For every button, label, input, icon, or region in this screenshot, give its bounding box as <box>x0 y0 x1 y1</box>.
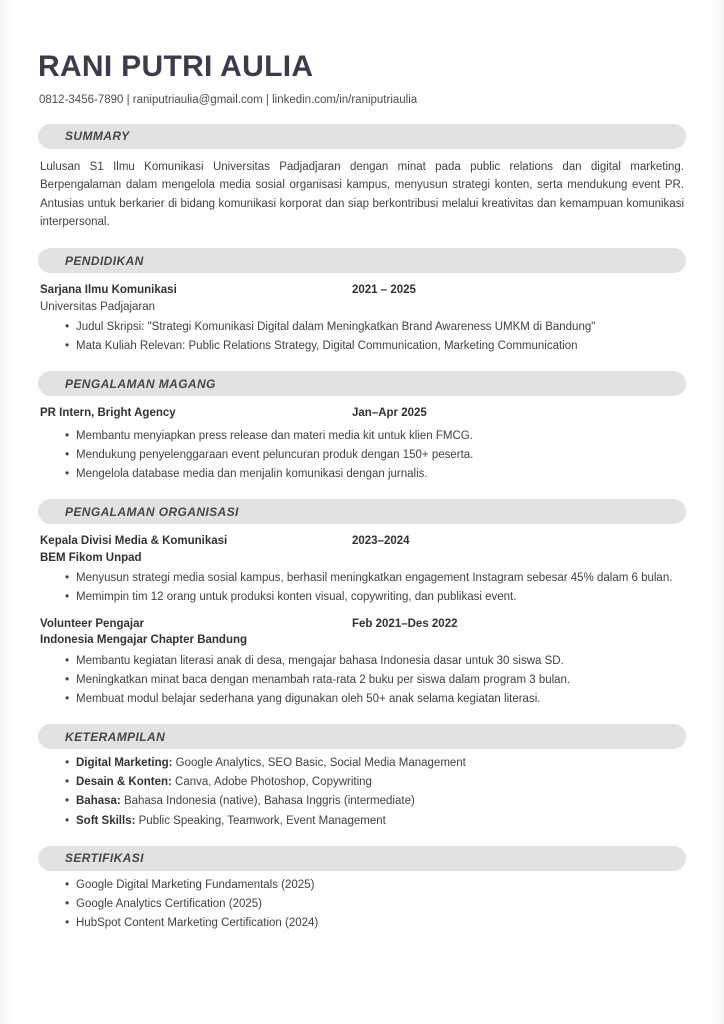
skill-value: Public Speaking, Teamwork, Event Management <box>135 814 386 827</box>
entry-role: PR Intern, Bright Agency <box>40 407 176 420</box>
skill-value: Google Analytics, SEO Basic, Social Media Management <box>172 757 466 770</box>
entry-bullet-list <box>40 427 684 483</box>
section-body-organization <box>38 533 686 708</box>
entry-date: 2021 – 2025 <box>352 284 416 297</box>
entry-header <box>40 533 684 550</box>
certification-list <box>40 876 684 932</box>
section-header-internship <box>38 371 686 396</box>
entry-bullet-list <box>40 652 684 708</box>
section-header-organization <box>38 499 686 524</box>
list-item: • Membantu menyiapkan press release dan materi media kit untuk klien FMCG. <box>65 427 684 445</box>
education-entry <box>40 282 684 355</box>
entry-date: Feb 2021–Des 2022 <box>352 617 458 630</box>
entry-organization: Universitas Padjajaran <box>40 300 156 313</box>
section-body-summary <box>38 158 686 233</box>
skill-label: Digital Marketing: <box>76 757 173 770</box>
section-body-education <box>38 282 686 355</box>
section-title-skills: KETERAMPILAN <box>65 729 166 744</box>
entry-organization: BEM Fikom Unpad <box>40 552 142 565</box>
list-item: • Google Digital Marketing Fundamentals (2025) <box>65 876 684 894</box>
list-item: • Mendukung penyelenggaraan event peluncuran produk dengan 150+ peserta. <box>65 446 684 464</box>
entry-role: Sarjana Ilmu Komunikasi <box>40 284 177 297</box>
section-body-certification <box>38 876 686 932</box>
list-item <box>65 792 684 810</box>
list-item <box>65 773 684 791</box>
skills-list <box>40 754 684 830</box>
section-title-organization: PENGALAMAN ORGANISASI <box>65 504 239 519</box>
candidate-name: RANI PUTRI AULIA <box>38 50 314 83</box>
section-header-summary <box>38 124 686 149</box>
list-item: • Google Analytics Certification (2025) <box>65 895 684 913</box>
section-header-skills <box>38 724 686 749</box>
section-body-skills <box>38 754 686 830</box>
entry-date: 2023–2024 <box>352 535 410 548</box>
skill-label: Desain & Konten: <box>76 776 172 789</box>
skill-value: Bahasa Indonesia (native), Bahasa Inggris (intermediate) <box>120 795 415 808</box>
section-body-internship <box>38 405 686 483</box>
section-title-certification: SERTIFIKASI <box>65 851 144 866</box>
section-header-education <box>38 248 686 273</box>
summary-text: Lulusan S1 Ilmu Komunikasi Universitas Padjadjaran dengan minat pada public relations dan digital marketing. Berpengalaman dalam mengelola media sosial organisasi kampus, menyusun strategi konten, serta mendukung event PR. Antusias untuk berkarier di bidang komunikasi korporat dan siap berkontribusi melalui kreativitas dan kemampuan komunikasi interpersonal. <box>40 160 684 229</box>
entry-role: Kepala Divisi Media & Komunikasi <box>40 535 228 548</box>
organization-entry <box>40 616 684 708</box>
internship-entry <box>40 405 684 483</box>
section-title-internship: PENGALAMAN MAGANG <box>65 376 216 391</box>
list-item: • HubSpot Content Marketing Certification (2024) <box>65 914 684 932</box>
entry-role: Volunteer Pengajar <box>40 617 144 630</box>
list-item <box>65 754 684 772</box>
section-title-summary: SUMMARY <box>65 129 130 144</box>
list-item: • Mata Kuliah Relevan: Public Relations Strategy, Digital Communication, Marketing Communication <box>65 337 684 355</box>
list-item: • Memimpin tim 12 orang untuk produksi konten visual, copywriting, dan publikasi event. <box>65 588 684 606</box>
list-item: • Judul Skripsi: "Strategi Komunikasi Digital dalam Meningkatkan Brand Awareness UMKM di Bandung" <box>65 318 684 336</box>
entry-bullet-list <box>40 569 684 606</box>
entry-organization: Indonesia Mengajar Chapter Bandung <box>40 634 248 647</box>
list-item: • Menyusun strategi media sosial kampus, berhasil meningkatkan engagement Instagram sebesar 45% dalam 6 bulan. <box>65 569 684 587</box>
list-item: • Mengelola database media dan menjalin komunikasi dengan jurnalis. <box>65 465 684 483</box>
organization-entry <box>40 533 684 606</box>
list-item: • Membantu kegiatan literasi anak di desa, mengajar bahasa Indonesia dasar untuk 30 siswa SD. <box>65 652 684 670</box>
contact-line: 0812-3456-7890 | raniputriaulia@gmail.com | linkedin.com/in/raniputriaulia <box>39 93 418 106</box>
entry-header <box>40 405 684 422</box>
entry-bullet-list <box>40 318 684 355</box>
list-item <box>65 812 684 830</box>
entry-header <box>40 282 684 299</box>
list-item: • Meningkatkan minat baca dengan menambah rata-rata 2 buku per siswa dalam program 3 bulan. <box>65 671 684 689</box>
entry-date: Jan–Apr 2025 <box>352 407 427 420</box>
list-item: • Membuat modul belajar sederhana yang digunakan oleh 50+ anak selama kegiatan literasi. <box>65 690 684 708</box>
entry-header <box>40 616 684 633</box>
skill-value: Canva, Adobe Photoshop, Copywriting <box>171 776 372 789</box>
section-header-certification <box>38 846 686 871</box>
skill-label: Soft Skills: <box>76 814 136 827</box>
section-title-education: PENDIDIKAN <box>65 253 144 268</box>
skill-label: Bahasa: <box>76 795 121 808</box>
